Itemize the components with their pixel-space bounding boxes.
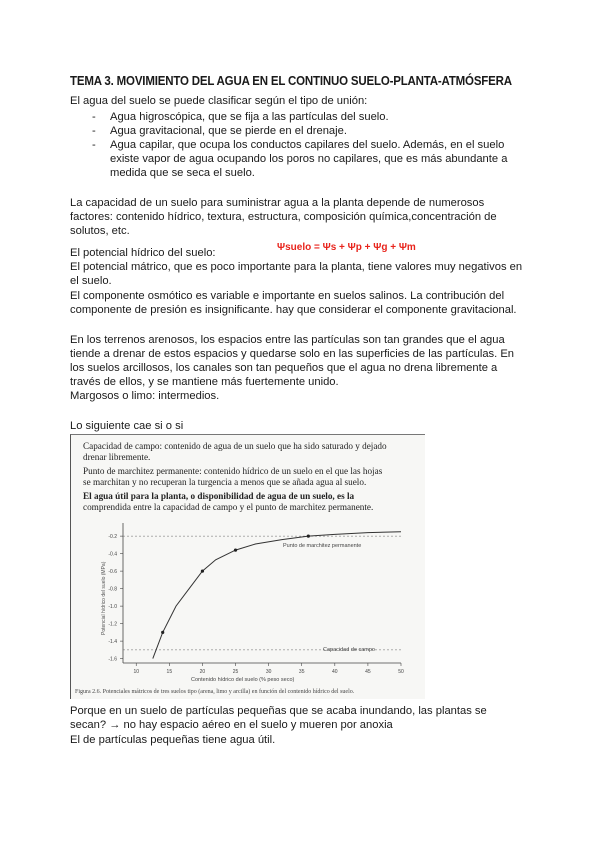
osmotic-paragraph-line: El componente osmótico es variable e importante en suelos salinos. La contribución del	[70, 290, 505, 302]
figure-definition-line: drenar libremente.	[83, 452, 151, 462]
bullet-marker: -	[92, 125, 96, 137]
osmotic-paragraph-line: componente de presión es insignificante. hay que considerar el componente gravitacional.	[70, 304, 517, 316]
question-line: secan? → no hay espacio aéreo en el suelo y mueren por anoxia	[70, 719, 393, 731]
capacity-paragraph-line: La capacidad de un suelo para suministrar agua a la planta depende de numerosos	[70, 197, 485, 209]
y-tick-label: -1.6	[108, 656, 117, 663]
bullet-text: existe vapor de agua ocupando los poros no capilares, que es más abundante a	[110, 153, 508, 165]
bullet-marker: -	[92, 139, 96, 151]
x-tick-label: 15	[166, 669, 173, 675]
bullet-marker: -	[92, 111, 96, 123]
y-tick-label: -1.4	[108, 639, 117, 646]
water-potential-curve	[153, 532, 401, 659]
matric-paragraph-line: El potencial mátrico, que es poco importante para la planta, tiene valores muy negativos en	[70, 261, 523, 273]
soil-texture-line: En los terrenos arenosos, los espacios entre las partículas son tan grandes que el agua	[70, 334, 505, 346]
soil-texture-line: los suelos arcillosos, los canales son tan pequeños que el agua no drena libremente a	[70, 362, 498, 374]
x-tick-label: 50	[398, 669, 404, 675]
x-tick-label: 40	[332, 669, 338, 675]
x-tick-label: 20	[199, 669, 206, 675]
figure-definition-line: Punto de marchitez permanente: contenido hídrico de un suelo en el que las hojas	[83, 466, 383, 476]
x-tick-label: 10	[133, 669, 140, 675]
matric-paragraph-line: el suelo.	[70, 275, 112, 287]
bullet-text: Agua capilar, que ocupa los conductos capilares del suelo. Además, en el suelo	[110, 139, 505, 151]
x-tick-label: 30	[265, 669, 272, 675]
bullet-text: Agua higroscópica, que se fija a las partículas del suelo.	[110, 111, 389, 123]
capacity-paragraph-line: solutos, etc.	[70, 225, 130, 237]
data-point	[307, 535, 310, 538]
figure-definition-line: Capacidad de campo: contenido de agua de un suelo que ha sido saturado y dejado	[83, 441, 387, 451]
data-point	[201, 570, 204, 573]
soil-texture-line: Margosos o limo: intermedios.	[70, 390, 220, 402]
figure-definition-line: El agua útil para la planta, o disponibilidad de agua de un suelo, es la	[83, 491, 355, 501]
y-tick-label: -0.8	[108, 586, 117, 593]
y-tick-label: -1.2	[108, 621, 117, 628]
soil-texture-line: tiende a drenar de estos espacios y quedarse solo en las superficies de las partículas. En	[70, 348, 515, 360]
figure-caption: Figura 2.6. Potenciales mátricos de tres suelos tipo (arena, limo y arcilla) en función del contenido hídrico del suelo.	[75, 689, 355, 695]
scanned-figure	[70, 434, 425, 699]
y-tick-label: -0.2	[108, 534, 117, 541]
exam-note: Lo siguiente cae si o si	[70, 420, 184, 432]
x-tick-label: 45	[365, 669, 371, 675]
bullet-text: Agua gravitacional, que se pierde en el drenaje.	[110, 125, 347, 137]
capacity-paragraph-line: factores: contenido hídrico, textura, estructura, composición química,concentración de	[70, 211, 497, 223]
y-tick-label: -0.4	[108, 551, 117, 558]
soil-texture-line: través de ellos, y se mantiene más fuertemente unido.	[70, 376, 339, 388]
data-point	[161, 631, 164, 634]
question-line: El de partículas pequeñas tiene agua útil.	[70, 734, 276, 746]
field-capacity-label: Capacidad de campo	[323, 647, 375, 653]
data-point	[234, 549, 237, 552]
water-potential-chart	[71, 515, 425, 695]
y-axis-label: Potencial hídrico del suelo (MPa)	[101, 561, 107, 635]
x-tick-label: 25	[232, 669, 239, 675]
question-line: Porque en un suelo de partículas pequeñas que se acaba inundando, las plantas se	[70, 705, 487, 717]
figure-definition-line: comprendida entre la capacidad de campo y el punto de marchitez permanente.	[83, 502, 374, 512]
water-potential-formula: Ψsuelo = Ψs + Ψp + Ψg + Ψm	[277, 242, 416, 253]
x-axis-label: Contenido hídrico del suelo (% peso seco)	[191, 677, 295, 683]
potential-label: El potencial hídrico del suelo:	[70, 247, 216, 259]
page-title: TEMA 3. MOVIMIENTO DEL AGUA EN EL CONTINUO SUELO-PLANTA-ATMÓSFERA	[70, 74, 512, 88]
intro-text: El agua del suelo se puede clasificar según el tipo de unión:	[70, 95, 368, 107]
wilting-point-label: Punto de marchitez permanente	[283, 543, 362, 549]
x-tick-label: 35	[298, 669, 305, 675]
bullet-text: medida que se seca el suelo.	[110, 167, 255, 179]
figure-definition-line: se marchitan y no recuperan la turgencia a menos que se añada agua al suelo.	[83, 477, 367, 487]
y-tick-label: -1.0	[108, 604, 117, 611]
y-tick-label: -0.6	[108, 569, 117, 576]
